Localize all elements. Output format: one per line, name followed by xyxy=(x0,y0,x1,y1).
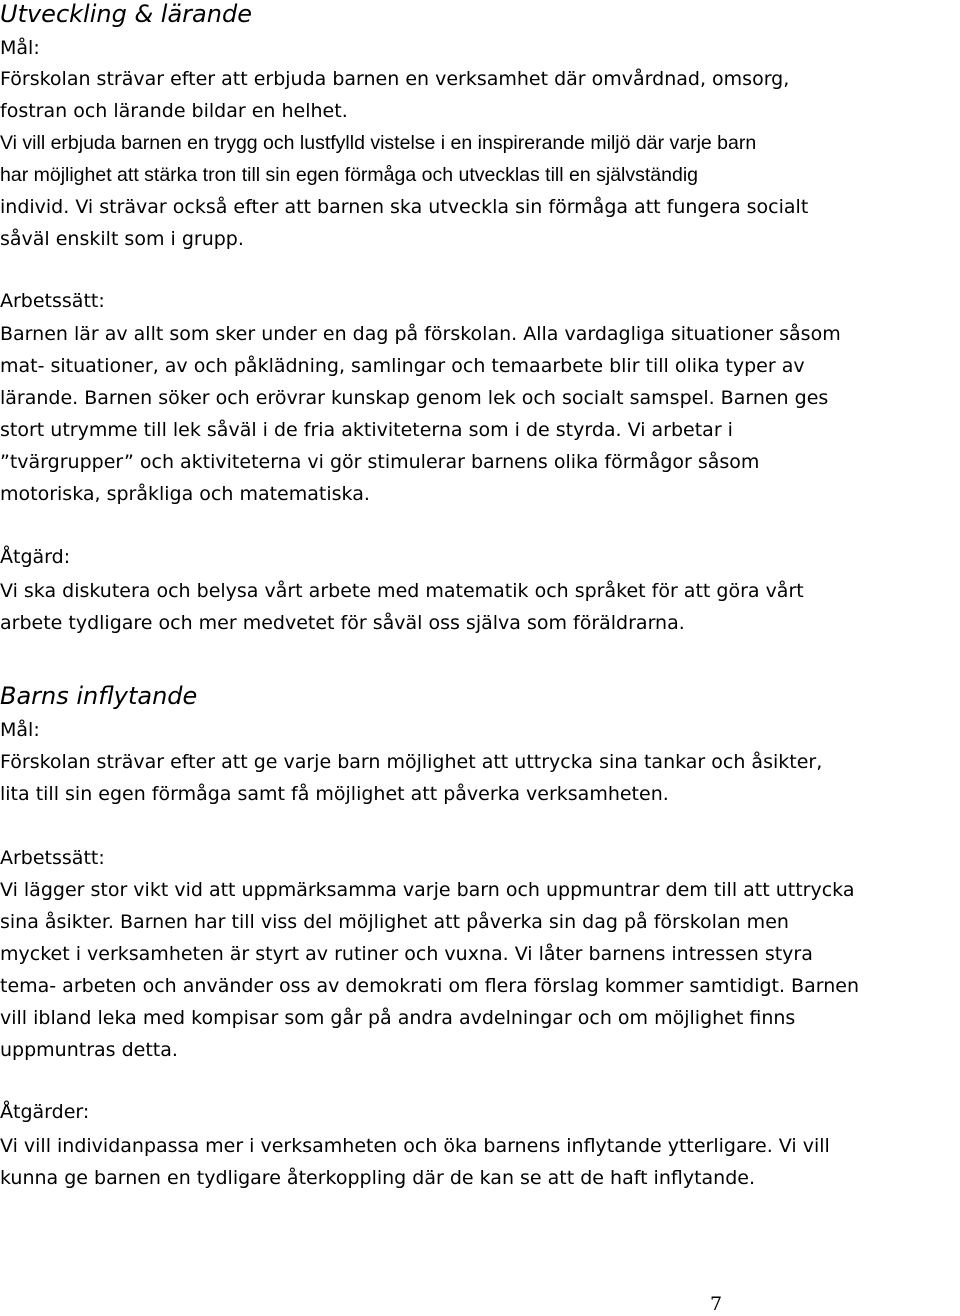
paragraph-line: sina åsikter. Barnen har till viss del möjlighet att påverka sin dag på förskolan men xyxy=(0,911,789,933)
paragraph-line: motoriska, språkliga och matematiska. xyxy=(0,483,370,505)
paragraph-line: Vi ska diskutera och belysa vårt arbete med matematik och språket för att göra vårt xyxy=(0,580,804,602)
paragraph-line: såväl enskilt som i grupp. xyxy=(0,228,244,250)
method-label: Arbetssätt: xyxy=(0,847,105,869)
paragraph-line: ”tvärgrupper” och aktiviteterna vi gör stimulerar barnens olika förmågor såsom xyxy=(0,451,760,473)
paragraph-line: Barnen lär av allt som sker under en dag på förskolan. Alla vardagliga situationer såsom xyxy=(0,323,841,345)
method-paragraph xyxy=(0,874,960,1066)
paragraph-line: fostran och lärande bildar en helhet. xyxy=(0,100,348,122)
paragraph-line: Vi vill erbjuda barnen en trygg och lustfylld vistelse i en inspirerande miljö där varje barn xyxy=(0,132,757,154)
action-label: Åtgärd: xyxy=(0,546,71,568)
action-paragraph xyxy=(0,1130,960,1194)
goal-paragraph xyxy=(0,746,960,810)
goal-paragraph xyxy=(0,63,960,255)
paragraph-line: kunna ge barnen en tydligare återkoppling där de kan se att de haft inflytande. xyxy=(0,1167,756,1189)
goal-label: Mål: xyxy=(0,719,40,741)
paragraph-line: lita till sin egen förmåga samt få möjlighet att påverka verksamheten. xyxy=(0,783,669,805)
paragraph-line: Förskolan strävar efter att ge varje barn möjlighet att uttrycka sina tankar och åsikter, xyxy=(0,751,823,773)
paragraph-line: Vi vill individanpassa mer i verksamheten och öka barnens inflytande ytterligare. Vi vill xyxy=(0,1135,830,1157)
paragraph-line: mycket i verksamheten är styrt av rutiner och vuxna. Vi låter barnens intressen styra xyxy=(0,943,813,965)
section-title-utveckling: Utveckling & lärande xyxy=(0,0,252,28)
paragraph-line: lärande. Barnen söker och erövrar kunskap genom lek och socialt samspel. Barnen ges xyxy=(0,387,829,409)
page-number: 7 xyxy=(710,1293,723,1315)
paragraph-line: mat- situationer, av och påklädning, samlingar och temaarbete blir till olika typer av xyxy=(0,355,805,377)
paragraph-line: har möjlighet att stärka tron till sin egen förmåga och utvecklas till en självständig xyxy=(0,164,699,186)
section-title-barns-inflytande: Barns inflytande xyxy=(0,682,198,710)
paragraph-line: Vi lägger stor vikt vid att uppmärksamma varje barn och uppmuntrar dem till att uttrycka xyxy=(0,879,855,901)
paragraph-line: arbete tydligare och mer medvetet för såväl oss själva som föräldrarna. xyxy=(0,612,685,634)
method-label: Arbetssätt: xyxy=(0,290,105,312)
paragraph-line: individ. Vi strävar också efter att barnen ska utveckla sin förmåga att fungera socialt xyxy=(0,196,809,218)
action-paragraph xyxy=(0,575,960,639)
goal-label: Mål: xyxy=(0,37,40,59)
action-label: Åtgärder: xyxy=(0,1101,90,1123)
paragraph-line: vill ibland leka med kompisar som går på andra avdelningar och om möjlighet finns xyxy=(0,1007,796,1029)
paragraph-line: tema- arbeten och använder oss av demokrati om flera förslag kommer samtidigt. Barnen xyxy=(0,975,859,997)
paragraph-line: stort utrymme till lek såväl i de fria aktiviteterna som i de styrda. Vi arbetar i xyxy=(0,419,733,441)
method-paragraph xyxy=(0,318,960,510)
paragraph-line: Förskolan strävar efter att erbjuda barnen en verksamhet där omvårdnad, omsorg, xyxy=(0,68,790,90)
paragraph-line: uppmuntras detta. xyxy=(0,1039,178,1061)
